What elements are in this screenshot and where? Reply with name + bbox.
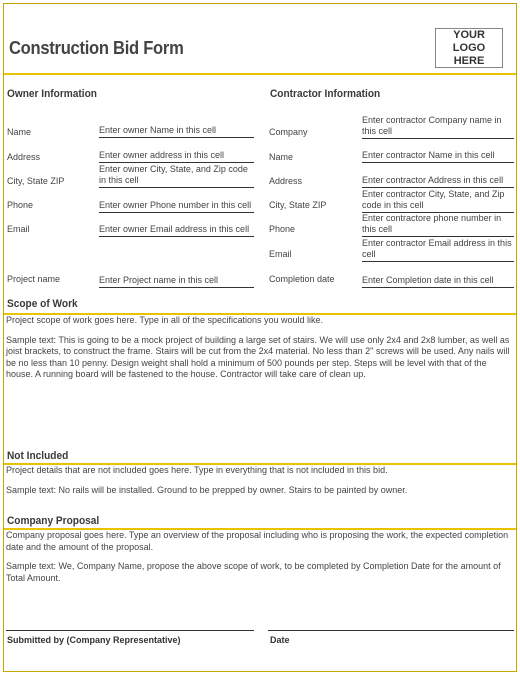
scope-sample: Sample text: This is going to be a mock project of building a large set of stairs. We will use only 2x4 and 2x8 lumber, as well as joist brackets, to construct the frame. Stairs will be cut from the 2x4 material. No less than 2" screws will be used. Any nails will be no less than 10 penny. Design weight shall hold a minimum of 500 pounds per step. Steps will be level with that of the house. A running board will be fastened to the house. Contractor will take care of clean up. bbox=[6, 334, 510, 379]
not-included-heading: Not Included bbox=[7, 450, 69, 462]
completion-date-field[interactable]: Enter Completion date in this cell bbox=[362, 272, 514, 288]
owner-address-field[interactable]: Enter owner address in this cell bbox=[99, 147, 254, 163]
logo-placeholder: YOUR LOGO HERE bbox=[435, 28, 503, 68]
owner-name-field[interactable]: Enter owner Name in this cell bbox=[99, 122, 254, 138]
contractor-company-field[interactable]: Enter contractor Company name in this cell bbox=[362, 114, 514, 139]
contractor-city-label: City, State ZIP bbox=[269, 200, 327, 210]
owner-info-heading: Owner Information bbox=[7, 88, 97, 100]
owner-name-label: Name bbox=[7, 127, 32, 137]
contractor-address-field[interactable]: Enter contractor Address in this cell bbox=[362, 172, 514, 188]
proposal-sample: Sample text: We, Company Name, propose the above scope of work, to be completed by Completion Date for the amount of Total Amount. bbox=[6, 561, 501, 583]
contractor-phone-field[interactable]: Enter contractore phone number in this cell bbox=[362, 212, 514, 237]
submitted-by-label: Submitted by (Company Representative) bbox=[7, 635, 181, 645]
company-proposal-text[interactable] bbox=[6, 530, 516, 592]
owner-email-field[interactable]: Enter owner Email address in this cell bbox=[99, 212, 254, 237]
project-name-field[interactable]: Enter Project name in this cell bbox=[99, 272, 254, 288]
scope-instruction: Project scope of work goes here. Type in all of the specifications you would like. bbox=[6, 315, 324, 325]
completion-date-label: Completion date bbox=[269, 274, 335, 284]
not-included-instruction: Project details that are not included goes here. Type in everything that is not included in this bid. bbox=[6, 465, 388, 475]
company-proposal-heading: Company Proposal bbox=[7, 515, 100, 527]
owner-email-label: Email bbox=[7, 224, 30, 234]
date-label: Date bbox=[270, 635, 290, 645]
proposal-instruction: Company proposal goes here. Type an overview of the proposal including who is proposing the work, the expected completion date and the amount of the proposal. bbox=[6, 530, 509, 552]
contractor-address-label: Address bbox=[269, 176, 303, 186]
scope-of-work-text[interactable] bbox=[6, 315, 516, 389]
owner-address-label: Address bbox=[7, 152, 41, 162]
contractor-name-field[interactable]: Enter contractor Name in this cell bbox=[362, 147, 514, 163]
owner-city-label: City, State ZIP bbox=[7, 176, 65, 186]
contractor-phone-label: Phone bbox=[269, 224, 296, 234]
scope-of-work-heading: Scope of Work bbox=[7, 298, 78, 310]
page-title: Construction Bid Form bbox=[9, 38, 184, 58]
contractor-city-field[interactable]: Enter contractor City, State, and Zip code in this cell bbox=[362, 188, 514, 213]
signature-line[interactable] bbox=[6, 630, 254, 631]
date-line[interactable] bbox=[268, 630, 514, 631]
project-name-label: Project name bbox=[7, 274, 61, 284]
not-included-sample: Sample text: No rails will be installed. Ground to be prepped by owner. Stairs to be painted by owner. bbox=[6, 484, 408, 495]
contractor-name-label: Name bbox=[269, 152, 294, 162]
owner-city-field[interactable]: Enter owner City, State, and Zip code in this cell bbox=[99, 163, 254, 188]
contractor-company-label: Company bbox=[269, 127, 308, 137]
contractor-email-field[interactable]: Enter contractor Email address in this cell bbox=[362, 237, 514, 262]
bid-form-page bbox=[3, 3, 517, 672]
header-divider bbox=[4, 73, 516, 75]
contractor-email-label: Email bbox=[269, 249, 292, 259]
contractor-info-heading: Contractor Information bbox=[270, 88, 381, 100]
owner-phone-field[interactable]: Enter owner Phone number in this cell bbox=[99, 188, 254, 213]
not-included-text[interactable] bbox=[6, 465, 516, 504]
owner-phone-label: Phone bbox=[7, 200, 34, 210]
